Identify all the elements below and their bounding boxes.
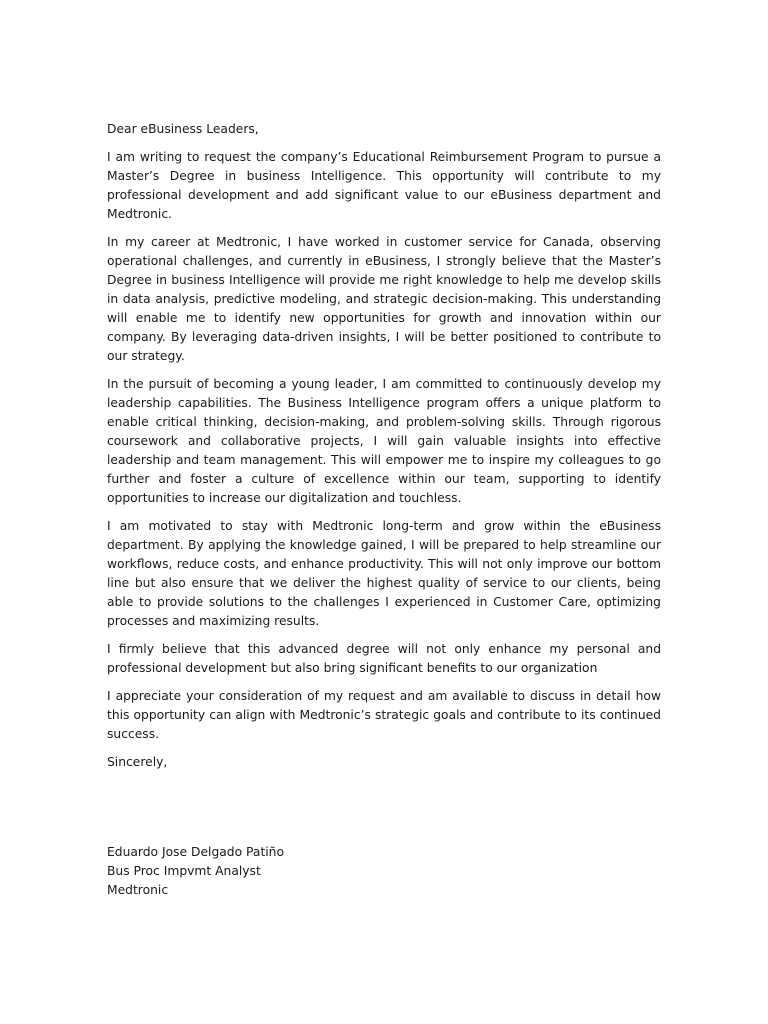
paragraph-belief: I firmly believe that this advanced degree will not only enhance my personal and professional development but also bring significant benefits to our organization xyxy=(107,642,661,675)
paragraph-career: In my career at Medtronic, I have worked in customer service for Canada, observing operational challenges, and currently in eBusiness, I strongly believe that the Master’s Degree in business Intelligence will provide me right knowledge to help me develop skills in data analysis, predictive modeling, and strategic decision-making. This understanding will enable me to identify new opportunities for growth and innovation within our company. By leveraging data-driven insights, I will be better positioned to contribute to our strategy. xyxy=(107,235,661,363)
letter-page xyxy=(107,120,661,900)
closing: Sincerely, xyxy=(107,755,168,769)
paragraph-motivation: I am motivated to stay with Medtronic long-term and grow within the eBusiness department. By applying the knowledge gained, I will be prepared to help streamline our workflows, reduce costs, and enhance productivity. This will not only improve our bottom line but also ensure that we deliver the highest quality of service to our clients, being able to provide solutions to the challenges I experienced in Customer Care, optimizing processes and maximizing results. xyxy=(107,519,661,628)
salutation: Dear eBusiness Leaders, xyxy=(107,122,259,136)
signature-block xyxy=(107,843,661,900)
signature-name: Eduardo Jose Delgado Patiño xyxy=(107,845,284,859)
paragraph-leadership: In the pursuit of becoming a young leader, I am committed to continuously develop my leadership capabilities. The Business Intelligence program offers a unique platform to enable critical thinking, decision-making, and problem-solving skills. Through rigorous coursework and collaborative projects, I will gain valuable insights into effective leadership and team management. This will empower me to inspire my colleagues to go further and foster a culture of excellence within our team, supporting to identify opportunities to increase our digitalization and touchless. xyxy=(107,377,661,505)
signature-title: Bus Proc Impvmt Analyst xyxy=(107,864,261,878)
paragraph-request: I am writing to request the company’s Educational Reimbursement Program to pursue a Master’s Degree in business Intelligence. This opportunity will contribute to my professional development and add significant value to our eBusiness department and Medtronic. xyxy=(107,150,661,221)
signature-company: Medtronic xyxy=(107,883,169,897)
paragraph-appreciation: I appreciate your consideration of my request and am available to discuss in detail how this opportunity can align with Medtronic’s strategic goals and contribute to its continued success. xyxy=(107,689,661,741)
